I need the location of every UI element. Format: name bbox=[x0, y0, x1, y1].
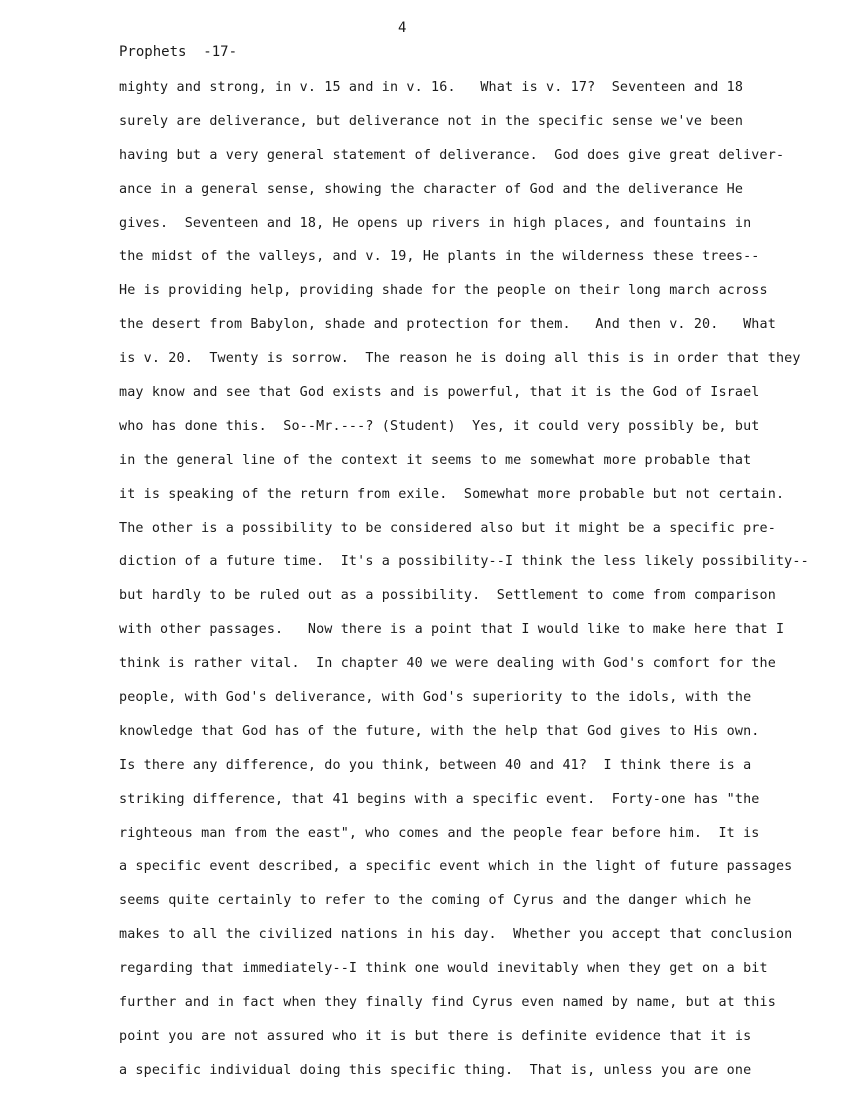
text-line: but hardly to be ruled out as a possibility. Settlement to come from comparison bbox=[119, 588, 776, 604]
text-line: the midst of the valleys, and v. 19, He plants in the wilderness these trees-- bbox=[119, 249, 760, 265]
text-line: seems quite certainly to refer to the coming of Cyrus and the danger which he bbox=[119, 893, 752, 909]
text-line: the desert from Babylon, shade and protection for them. And then v. 20. What bbox=[119, 317, 776, 333]
page-number: 4 bbox=[398, 20, 407, 36]
text-line: Is there any difference, do you think, between 40 and 41? I think there is a bbox=[119, 757, 752, 773]
text-line: regarding that immediately--I think one would inevitably when they get on a bit bbox=[119, 961, 768, 977]
text-line: with other passages. Now there is a point that I would like to make here that I bbox=[119, 622, 785, 638]
text-line: He is providing help, providing shade for the people on their long march across bbox=[119, 283, 768, 299]
text-line: diction of a future time. It's a possibility--I think the less likely possibility-- bbox=[119, 554, 809, 570]
text-line: ance in a general sense, showing the character of God and the deliverance He bbox=[119, 181, 744, 197]
body-text bbox=[119, 78, 839, 1095]
text-line: people, with God's deliverance, with God's superiority to the idols, with the bbox=[119, 690, 752, 706]
text-line: surely are deliverance, but deliverance not in the specific sense we've been bbox=[119, 113, 744, 129]
running-head: Prophets -17- bbox=[119, 44, 238, 60]
text-line: knowledge that God has of the future, with the help that God gives to His own. bbox=[119, 723, 760, 739]
text-line: may know and see that God exists and is powerful, that it is the God of Israel bbox=[119, 385, 760, 401]
text-line: is v. 20. Twenty is sorrow. The reason he is doing all this is in order that they bbox=[119, 351, 801, 367]
text-line: who has done this. So--Mr.---? (Student) Yes, it could very possibly be, but bbox=[119, 418, 760, 434]
text-line: mighty and strong, in v. 15 and in v. 16. What is v. 17? Seventeen and 18 bbox=[119, 80, 744, 95]
text-line: makes to all the civilized nations in his day. Whether you accept that conclusion bbox=[119, 927, 793, 943]
text-line: in the general line of the context it seems to me somewhat more probable that bbox=[119, 452, 752, 468]
text-line: further and in fact when they finally find Cyrus even named by name, but at this bbox=[119, 995, 776, 1011]
text-line: righteous man from the east", who comes and the people fear before him. It is bbox=[119, 825, 760, 841]
text-line: a specific individual doing this specific thing. That is, unless you are one bbox=[119, 1062, 752, 1078]
text-line: think is rather vital. In chapter 40 we were dealing with God's comfort for the bbox=[119, 656, 776, 672]
text-line: striking difference, that 41 begins with a specific event. Forty-one has "the bbox=[119, 791, 760, 807]
text-line: point you are not assured who it is but there is definite evidence that it is bbox=[119, 1028, 752, 1044]
text-line: having but a very general statement of deliverance. God does give great deliver- bbox=[119, 147, 785, 163]
text-line: it is speaking of the return from exile. Somewhat more probable but not certain. bbox=[119, 486, 785, 502]
text-line: gives. Seventeen and 18, He opens up rivers in high places, and fountains in bbox=[119, 215, 752, 231]
text-line: a specific event described, a specific event which in the light of future passages bbox=[119, 859, 793, 875]
text-line: The other is a possibility to be considered also but it might be a specific pre- bbox=[119, 520, 776, 536]
